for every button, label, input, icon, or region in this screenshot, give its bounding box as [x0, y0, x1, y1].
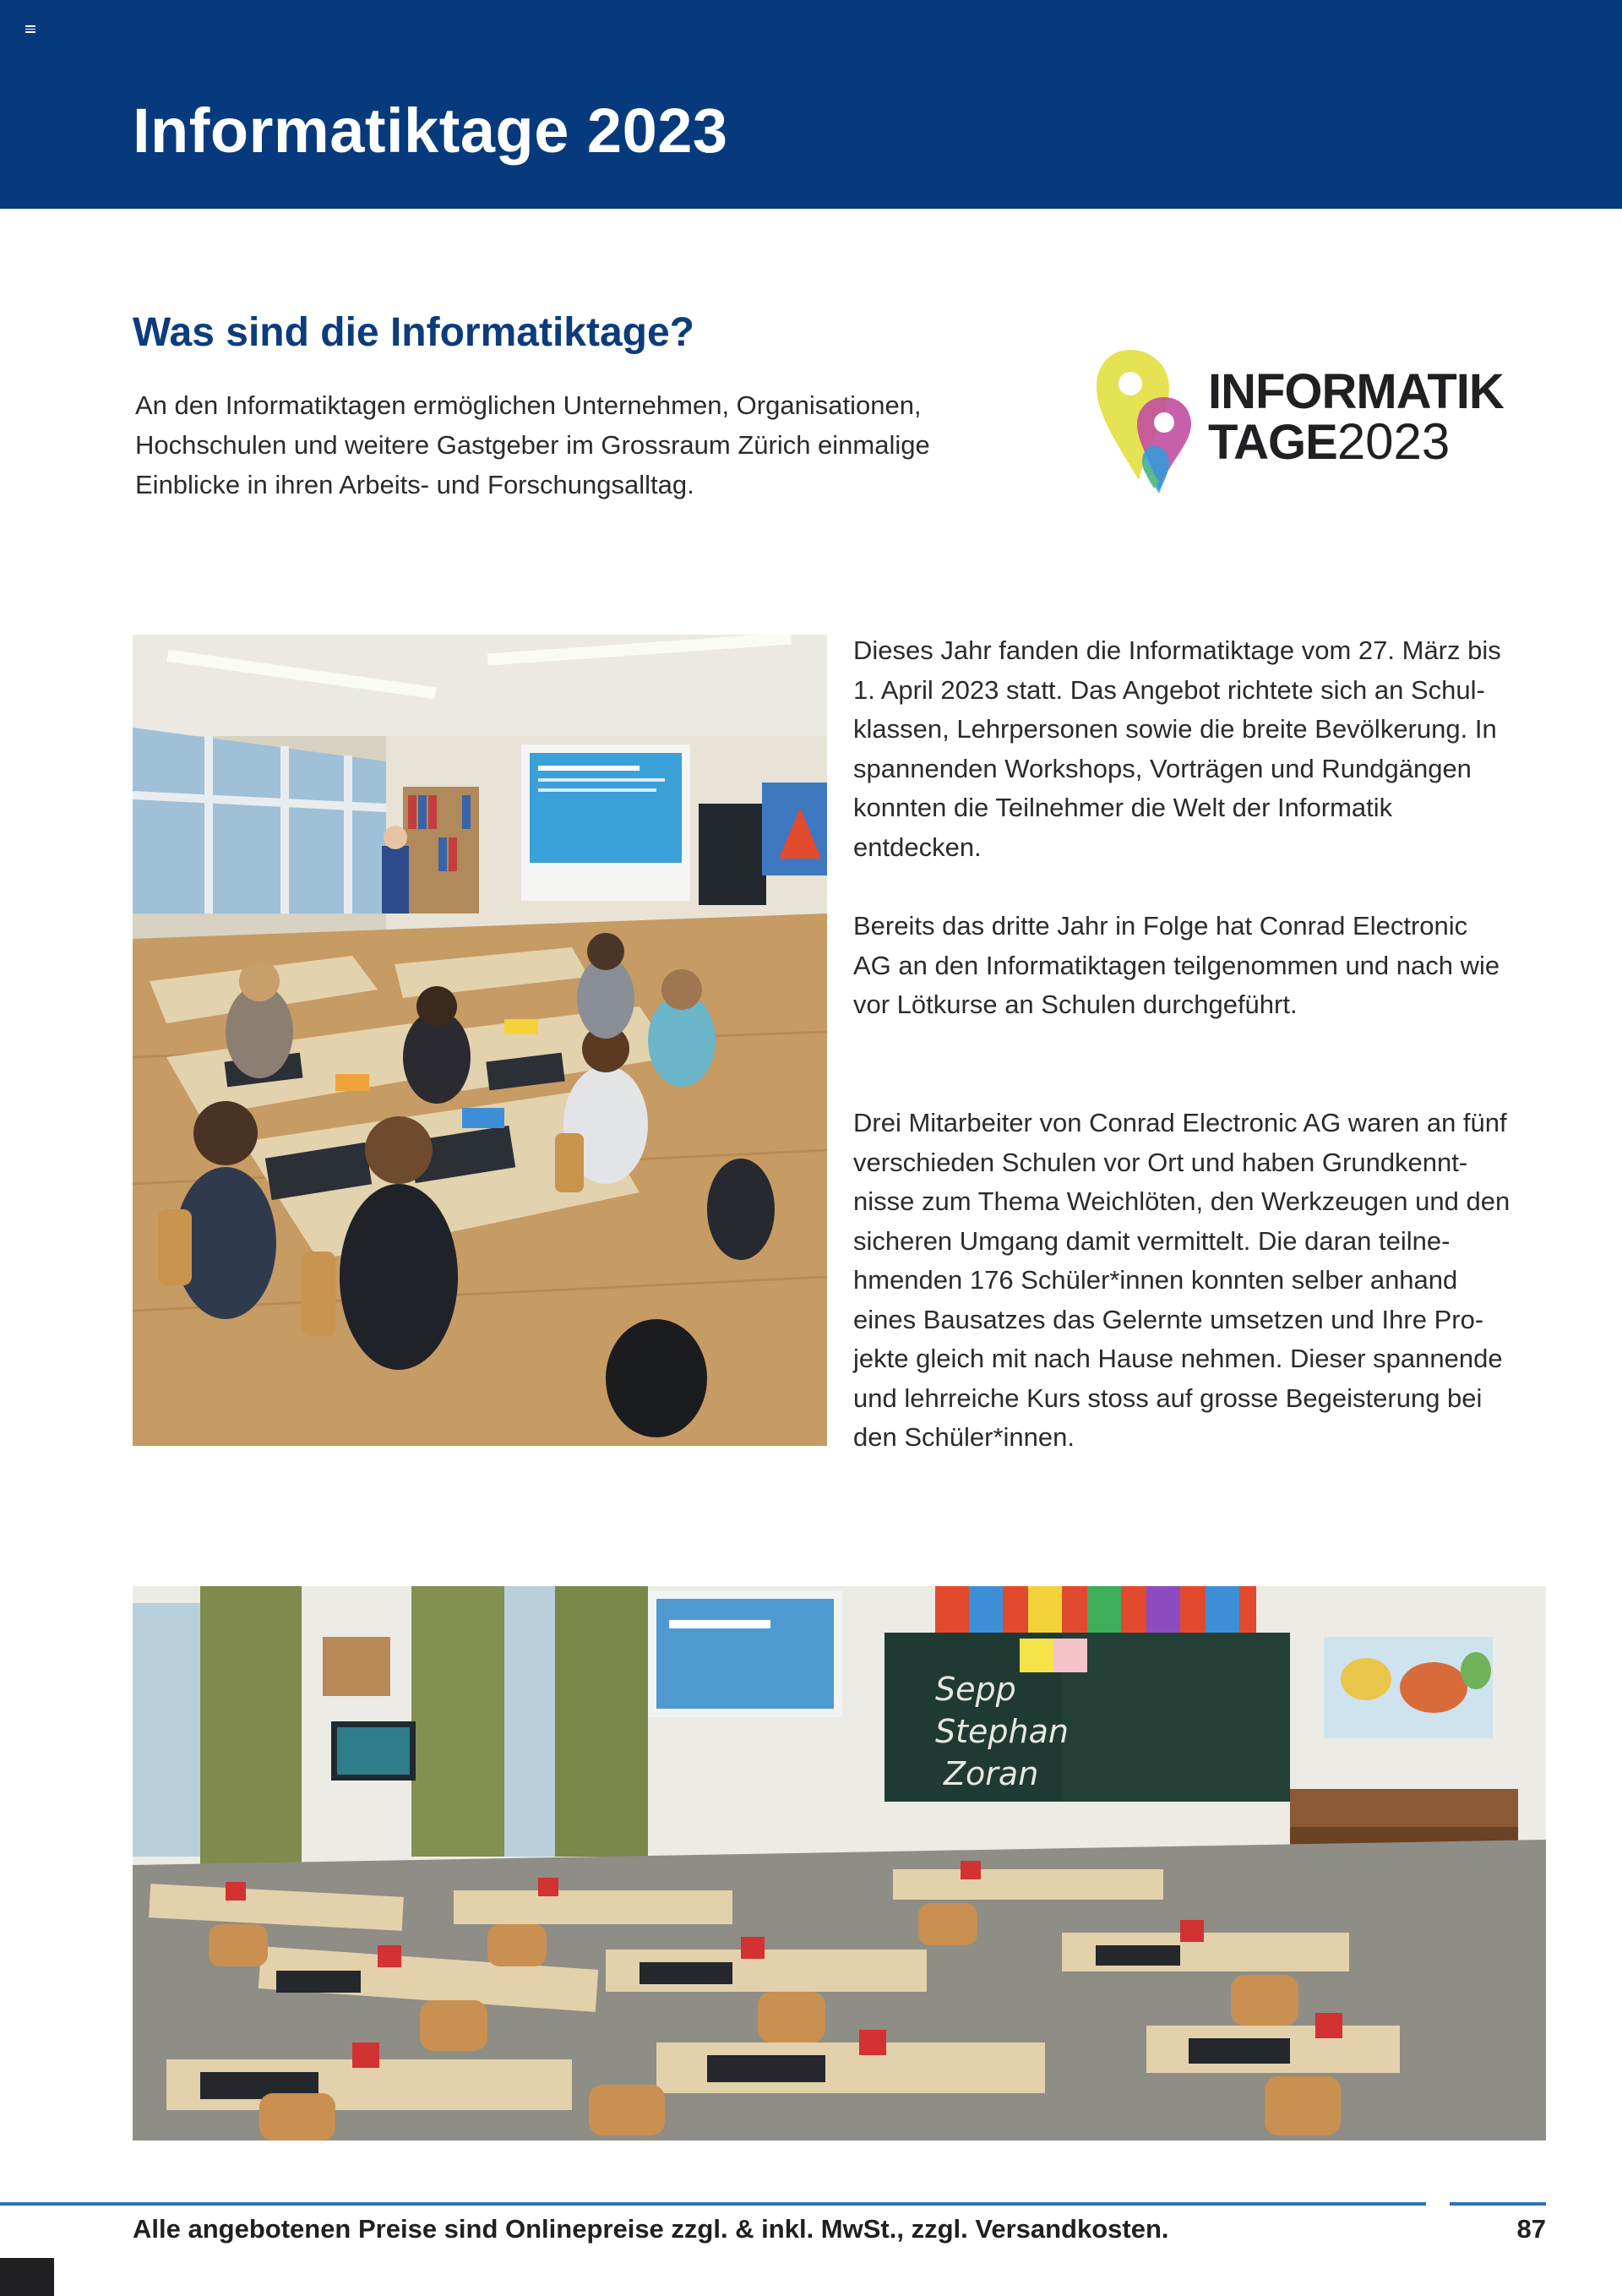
text-line: Bereits das dritte Jahr in Folge hat Conrad Electronic [853, 911, 1468, 941]
text-line: verschieden Schulen vor Ort und haben Grundkennt- [853, 1147, 1468, 1177]
text-line: jekte gleich mit nach Hause nehmen. Dieser spannende [853, 1344, 1503, 1373]
intro-paragraph: An den Informatiktagen ermöglichen Unternehmen, Organisationen, Hochschulen und weitere Gastgeber im Grossraum Zürich einmalige Einblicke in ihren Arbeits- und Forschungsalltag. [135, 390, 930, 499]
price-disclaimer: Alle angebotenen Preise sind Onlinepreise zzgl. & inkl. MwSt., zzgl. Versandkosten. [133, 2214, 1169, 2244]
corner-tab [0, 2258, 54, 2296]
text-line: entdecken. [853, 832, 982, 862]
text-line: Drei Mitarbeiter von Conrad Electronic AG waren an fünf [853, 1108, 1507, 1137]
footer-divider [0, 2202, 1426, 2206]
logo-year: 2023 [1336, 413, 1451, 470]
article-paragraph [853, 1104, 1554, 1458]
informatiktage-logo [1091, 346, 1548, 499]
page-header [0, 0, 1622, 209]
article-paragraph [853, 631, 1554, 867]
text-line: nisse zum Thema Weichlöten, den Werkzeugen und den [853, 1186, 1510, 1216]
text-line: Dieses Jahr fanden die Informatiktage vom 27. März bis [853, 635, 1501, 665]
article-paragraph [853, 907, 1554, 1025]
text-line: sicheren Umgang damit vermittelt. Die daran teilne- [853, 1225, 1451, 1256]
chalkboard-name: Zoran [944, 1755, 1039, 1792]
section-heading: Was sind die Informatiktage? [133, 310, 694, 355]
text-line: 1. April 2023 statt. Das Angebot richtete sich an Schul- [853, 674, 1485, 705]
chalkboard-name: Stephan [935, 1713, 1069, 1750]
classroom-photo [133, 635, 827, 1446]
text-line: hmenden 176 Schüler*innen konnten selber anhand [853, 1265, 1458, 1295]
text-line: konnten die Teilnehmer die Welt der Informatik [853, 793, 1393, 822]
page-number: 87 [1516, 2214, 1546, 2244]
text-line: vor Lötkurse an Schulen durchgeführt. [853, 990, 1298, 1019]
text-line: eines Bausatzes das Gelernte umsetzen und Ihre Pro- [853, 1304, 1484, 1334]
location-pin-icon [1091, 346, 1210, 499]
text-line: AG an den Informatiktagen teilgenommen und nach wie [853, 950, 1500, 980]
text-line: den Schüler*innen. [853, 1422, 1075, 1452]
page-title: Informatiktage 2023 [133, 95, 728, 166]
footer-divider [1450, 2202, 1546, 2206]
classroom-photo [133, 1586, 1546, 2141]
chalkboard-name: Sepp [935, 1671, 1016, 1708]
text-line: und lehrreiche Kurs stoss auf grosse Begeisterung bei [853, 1383, 1483, 1413]
menu-icon[interactable] [25, 25, 35, 33]
logo-tage: TAGE [1208, 415, 1337, 470]
logo-wordmark: INFORMATIK [1208, 364, 1504, 419]
text-line: spannenden Workshops, Vorträgen und Rundgängen [853, 753, 1472, 783]
logo-wordmark-year [1208, 413, 1451, 482]
text-line: klassen, Lehrpersonen sowie die breite Bevölkerung. In [853, 714, 1497, 744]
